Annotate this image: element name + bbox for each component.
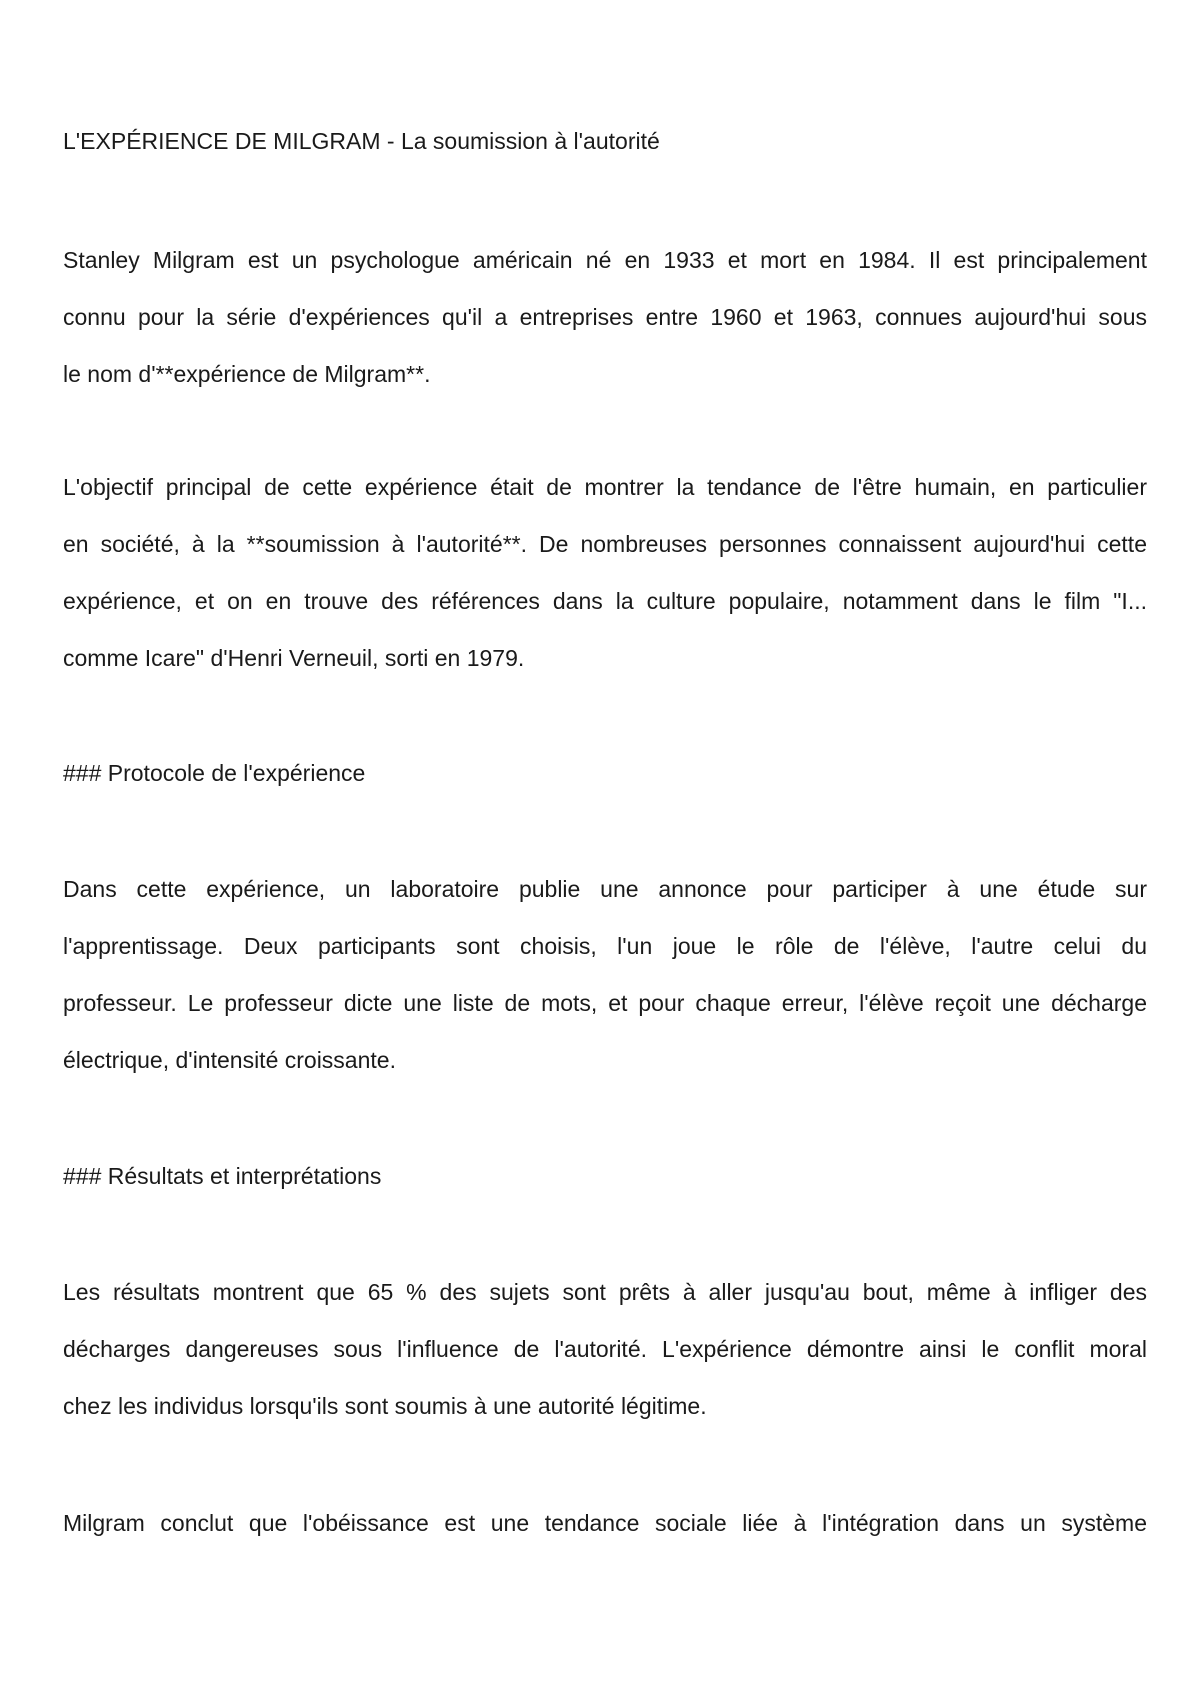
paragraph-4-line-2: décharges dangereuses sous l'influence de l'autorité. L'expérience démontre ainsi le conflit moral [63,1336,1147,1362]
paragraph-5-line-1: Milgram conclut que l'obéissance est une tendance sociale liée à l'intégration dans un système [63,1510,1147,1536]
paragraph-1-line-3: le nom d'**expérience de Milgram**. [63,361,431,387]
paragraph-3-line-1: Dans cette expérience, un laboratoire publie une annonce pour participer à une étude sur [63,876,1147,902]
document-title: L'EXPÉRIENCE DE MILGRAM - La soumission à l'autorité [63,128,660,154]
paragraph-2-line-2: en société, à la **soumission à l'autorité**. De nombreuses personnes connaissent aujourd'hui cette [63,531,1147,557]
paragraph-3-line-3: professeur. Le professeur dicte une liste de mots, et pour chaque erreur, l'élève reçoit une décharge [63,990,1147,1016]
paragraph-2-line-3: expérience, et on en trouve des références dans la culture populaire, notamment dans le film "I... [63,588,1147,614]
section-heading-resultats: ### Résultats et interprétations [63,1163,382,1189]
paragraph-1-line-1: Stanley Milgram est un psychologue américain né en 1933 et mort en 1984. Il est principalement [63,247,1147,273]
paragraph-3-line-2: l'apprentissage. Deux participants sont choisis, l'un joue le rôle de l'élève, l'autre celui du [63,933,1147,959]
paragraph-2-line-4: comme Icare" d'Henri Verneuil, sorti en 1979. [63,645,525,671]
paragraph-3-line-4: électrique, d'intensité croissante. [63,1047,396,1073]
paragraph-4-line-3: chez les individus lorsqu'ils sont soumis à une autorité légitime. [63,1393,707,1419]
paragraph-1-line-2: connu pour la série d'expériences qu'il a entreprises entre 1960 et 1963, connues aujourd'hui sous [63,304,1147,330]
paragraph-2-line-1: L'objectif principal de cette expérience était de montrer la tendance de l'être humain, en particulier [63,474,1147,500]
section-heading-protocole: ### Protocole de l'expérience [63,760,366,786]
paragraph-4-line-1: Les résultats montrent que 65 % des sujets sont prêts à aller jusqu'au bout, même à infliger des [63,1279,1147,1305]
